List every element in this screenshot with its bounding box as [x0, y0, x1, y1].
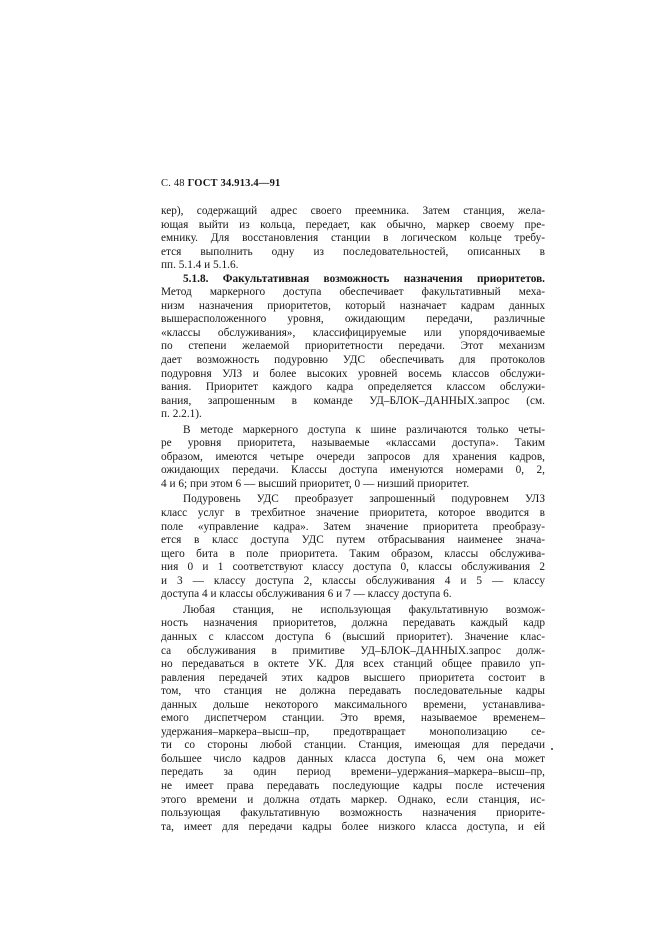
text-line: пользующая факультативную возможность назначения приорите- [161, 807, 545, 820]
text-line: кер), содержащий адрес своего преемника. Затем станция, жела- [161, 205, 545, 217]
text-line: вания. Приоритет каждого кадра определяется классом обслужи- [161, 381, 545, 394]
text-line: равления передачей этих кадров высшего приоритета состоит в [161, 671, 545, 684]
text-line: вания, запрошенным в команде УД–БЛОК–ДАННЫХ.запрос (см. [161, 394, 545, 407]
text-line: и 3 — классу доступа 2, классы обслуживания 4 и 5 — классу [161, 574, 545, 587]
text-line: не имеет права передавать последующие кадры после истечения [161, 779, 545, 792]
text-line: по степени желаемой приоритетности передачи. Этот механизм [161, 340, 545, 353]
text-line: доступа 4 и классы обслуживания 6 и 7 — классу доступа 6. [161, 588, 452, 601]
text-line: 4 и 6; при этом 6 — высший приоритет, 0 — низший приоритет. [161, 477, 470, 490]
text-line: ожидающих передачи. Классы доступа именуются номерами 0, 2, [161, 464, 545, 477]
text-line: ти со стороны любой станции. Станция, имеющая для передачи [161, 739, 545, 752]
section-heading [161, 273, 545, 287]
text-line: удержания–маркера–высш–пр, предотвращает монополизацию се- [161, 725, 545, 738]
text-line: низм назначения приоритетов, который назначает кадрам данных [161, 299, 545, 312]
text-line: п. 2.2.1). [161, 408, 202, 421]
paragraph [161, 604, 545, 834]
text-line: В методе маркерного доступа к шине различаются только четы- [183, 423, 545, 436]
text-line: ре уровня приоритета, называемые «классами доступа». Таким [161, 437, 545, 450]
text-line: пп. 5.1.4 и 5.1.6. [161, 259, 239, 272]
text-line: вышерасположенного уровня, ожидающим передачи, различные [161, 313, 545, 326]
text-line: Любая станция, не использующая факультативную возмож- [183, 603, 545, 616]
text-line: подуровня УЛЗ и более высоких уровней восемь классов обслужи- [161, 367, 545, 380]
paragraph [161, 424, 545, 492]
text-line: та, имеет для передачи кадры более низкого класса доступа, и ей [161, 820, 545, 833]
text-line: ющая выйти из кольца, передает, как обычно, маркер своему пре- [161, 218, 545, 231]
text-line: образом, имеются четыре очереди запросов для хранения кадров, [161, 450, 545, 463]
text-line: передать за один период времени–удержания–маркера–высш–пр, [161, 766, 545, 779]
text-line: ется в класс доступа УДС путем отбрасывания наименее знача- [161, 534, 545, 547]
text-line: ется выполнить одну из последовательностей, описанных в [161, 245, 545, 258]
text-line: поле «управление кадра». Затем значение приоритета преобразу- [161, 520, 545, 533]
text-line: данных дольше некоторого максимального времени, устанавлива- [161, 698, 545, 711]
text-line: ния 0 и 1 соответствуют классу доступа 0, классы обслуживания 2 [161, 561, 545, 574]
text-line: щего бита в поле приоритета. Таким образом, классы обслужива- [161, 547, 545, 560]
paragraph [161, 493, 545, 601]
paragraph [161, 205, 545, 273]
scan-speck [551, 748, 553, 750]
page-header [161, 178, 280, 189]
text-line: данных с классом доступа 6 (высший приоритет). Значение клас- [161, 630, 545, 643]
page-number: С. 48 [161, 178, 185, 189]
standard-designation: ГОСТ 34.913.4—91 [187, 178, 281, 189]
text-line: «классы обслуживания», классифицируемые или упорядочиваемые [161, 326, 545, 339]
section-5-1-8 [161, 273, 545, 422]
section-number: 5.1.8. [183, 272, 209, 285]
text-line: этого времени и должна отдать маркер. Однако, если станция, ис- [161, 793, 545, 806]
text-line: класс услуг в трехбитное значение приоритета, которое вводится в [161, 507, 545, 520]
text-line: но передаваться в октете УК. Для всех станций общее правило уп- [161, 658, 545, 671]
body-text [161, 205, 545, 834]
text-line: са обслуживания в примитиве УД–БЛОК–ДАННЫХ.запрос долж- [161, 644, 545, 657]
section-title: Факультативная возможность назначения приоритетов. [222, 272, 546, 285]
text-line: емнику. Для восстановления станции в логическом кольце требу- [161, 232, 545, 245]
text-line: ность назначения приоритетов, должна передавать каждый кадр [161, 617, 545, 630]
text-line: Метод маркерного доступа обеспечивает факультативный меха- [161, 286, 545, 299]
text-line: Подуровень УДС преобразует запрошенный подуровнем УЛЗ [183, 493, 545, 506]
text-line: том, что станция не должна передавать последовательные кадры [161, 685, 545, 698]
text-line: дает возможность подуровню УДС обеспечивать для протоколов [161, 354, 545, 367]
text-line: большее число кадров данных класса доступа 6, чем она может [161, 752, 545, 765]
text-line: емого диспетчером станции. Это время, называемое временем– [161, 712, 545, 725]
